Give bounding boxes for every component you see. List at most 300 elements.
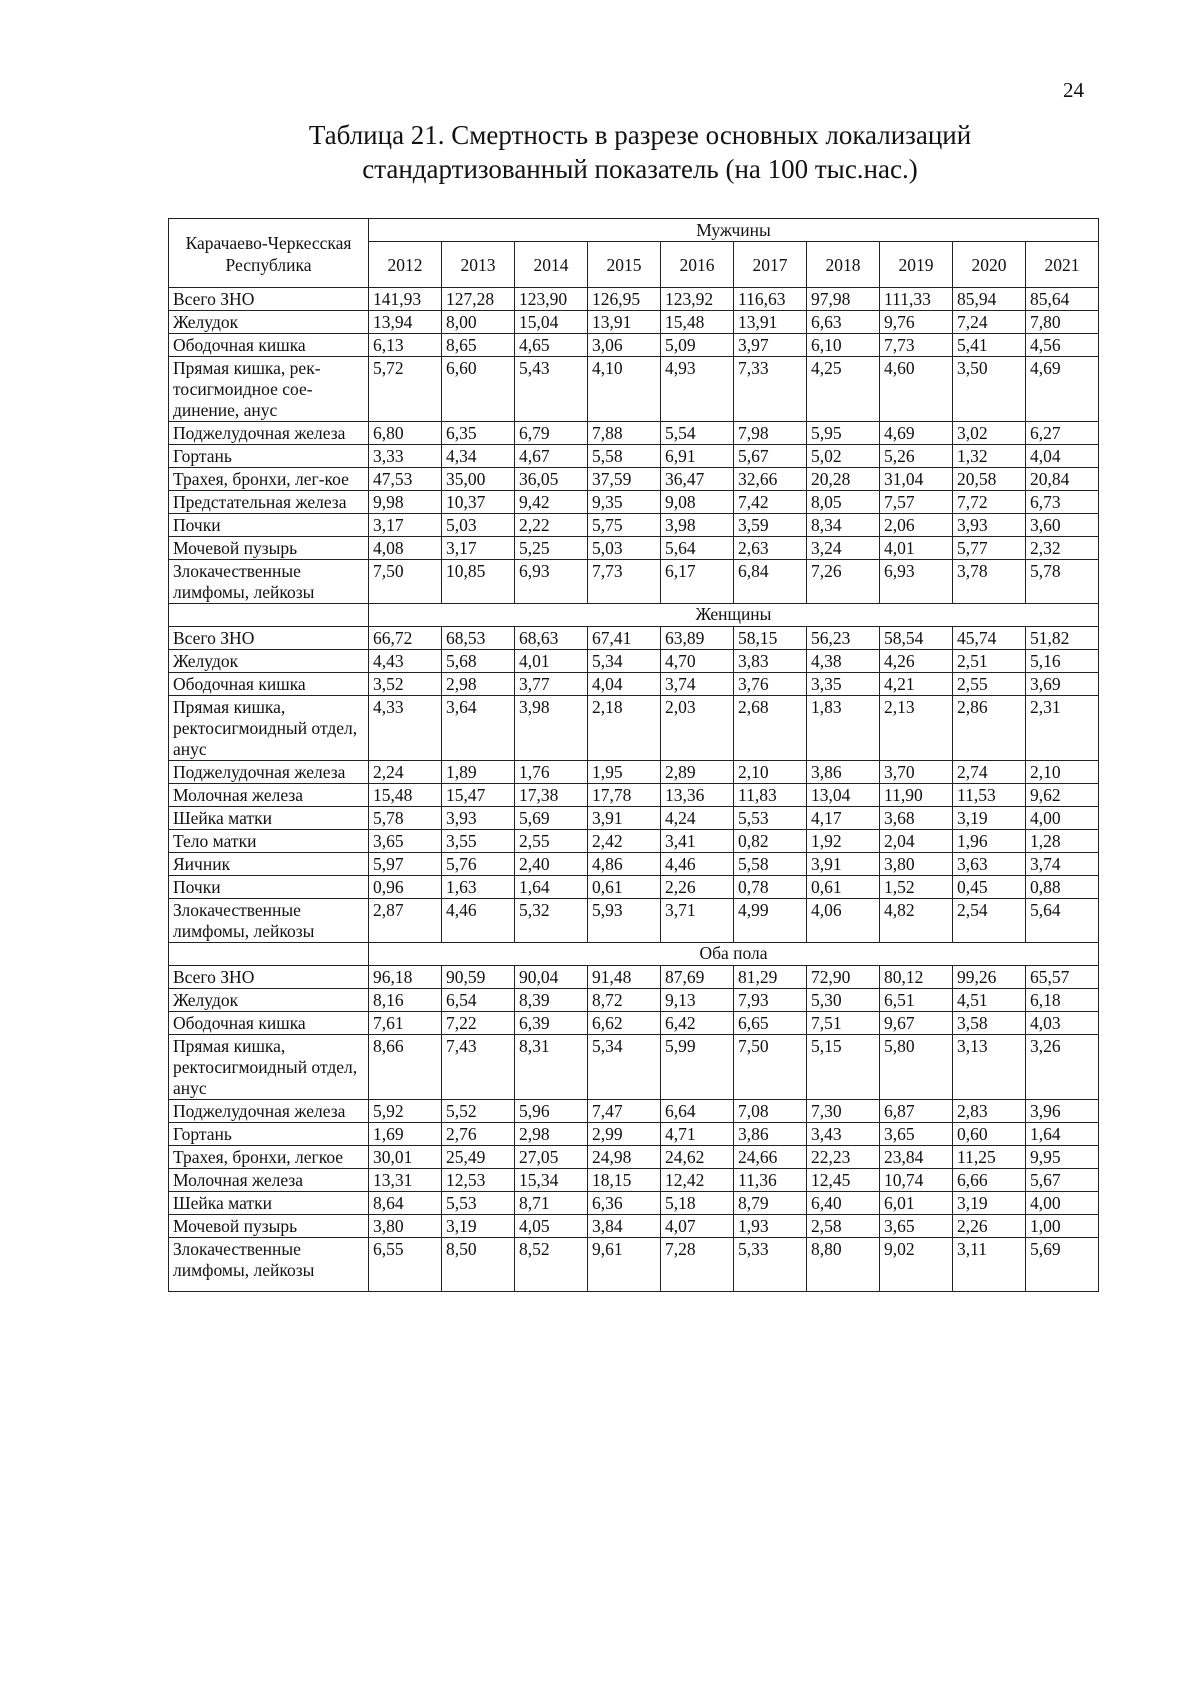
value-cell: 18,15	[588, 1169, 661, 1192]
row-label: Злокачественные лимфомы, лейкозы	[169, 899, 369, 943]
table-row	[169, 784, 1099, 807]
value-cell: 2,83	[953, 1100, 1026, 1123]
value-cell: 20,84	[1026, 468, 1099, 491]
row-label: Злокачественные лимфомы, лейкозы	[169, 560, 369, 604]
region-header: Карачаево-Черкесская Республика	[169, 219, 369, 288]
value-cell: 6,66	[953, 1169, 1026, 1192]
value-cell: 3,86	[807, 761, 880, 784]
value-cell: 5,15	[807, 1035, 880, 1100]
table-row	[169, 876, 1099, 899]
value-cell: 3,02	[953, 422, 1026, 445]
table-title	[0, 118, 1200, 186]
value-cell: 6,73	[1026, 491, 1099, 514]
value-cell: 1,63	[442, 876, 515, 899]
value-cell: 15,04	[515, 311, 588, 334]
value-cell: 3,69	[1026, 673, 1099, 696]
section-header-row	[169, 943, 1099, 966]
value-cell: 4,46	[442, 899, 515, 943]
value-cell: 47,53	[369, 468, 442, 491]
value-cell: 9,13	[661, 989, 734, 1012]
value-cell: 4,60	[880, 357, 953, 422]
value-cell: 5,30	[807, 989, 880, 1012]
value-cell: 6,60	[442, 357, 515, 422]
value-cell: 5,26	[880, 445, 953, 468]
value-cell: 5,43	[515, 357, 588, 422]
value-cell: 1,64	[1026, 1123, 1099, 1146]
row-label: Прямая кишка, ректосигмоидный отдел, анус	[169, 1035, 369, 1100]
value-cell: 2,26	[953, 1215, 1026, 1238]
row-label: Тело матки	[169, 830, 369, 853]
value-cell: 2,26	[661, 876, 734, 899]
row-label: Трахея, бронхи, лег-кое	[169, 468, 369, 491]
value-cell: 3,19	[953, 1192, 1026, 1215]
value-cell: 4,26	[880, 650, 953, 673]
value-cell: 13,91	[734, 311, 807, 334]
table-row	[169, 966, 1099, 989]
value-cell: 8,66	[369, 1035, 442, 1100]
value-cell: 4,04	[1026, 445, 1099, 468]
value-cell: 7,57	[880, 491, 953, 514]
value-cell: 6,93	[515, 560, 588, 604]
value-cell: 5,53	[734, 807, 807, 830]
value-cell: 7,42	[734, 491, 807, 514]
value-cell: 5,32	[515, 899, 588, 943]
value-cell: 2,58	[807, 1215, 880, 1238]
value-cell: 3,84	[588, 1215, 661, 1238]
value-cell: 8,39	[515, 989, 588, 1012]
value-cell: 58,15	[734, 627, 807, 650]
value-cell: 5,16	[1026, 650, 1099, 673]
value-cell: 20,28	[807, 468, 880, 491]
value-cell: 8,16	[369, 989, 442, 1012]
value-cell: 37,59	[588, 468, 661, 491]
table-row	[169, 1192, 1099, 1215]
value-cell: 6,84	[734, 560, 807, 604]
value-cell: 4,70	[661, 650, 734, 673]
value-cell: 0,82	[734, 830, 807, 853]
row-label: Яичник	[169, 853, 369, 876]
value-cell: 6,10	[807, 334, 880, 357]
value-cell: 9,02	[880, 1238, 953, 1292]
value-cell: 6,54	[442, 989, 515, 1012]
section-header-label: Женщины	[369, 604, 1099, 627]
value-cell: 30,01	[369, 1146, 442, 1169]
value-cell: 6,17	[661, 560, 734, 604]
value-cell: 2,18	[588, 696, 661, 761]
value-cell: 3,13	[953, 1035, 1026, 1100]
row-label: Желудок	[169, 311, 369, 334]
value-cell: 6,62	[588, 1012, 661, 1035]
value-cell: 7,73	[588, 560, 661, 604]
value-cell: 2,04	[880, 830, 953, 853]
value-cell: 3,83	[734, 650, 807, 673]
row-label: Поджелудочная железа	[169, 422, 369, 445]
value-cell: 5,99	[661, 1035, 734, 1100]
value-cell: 4,43	[369, 650, 442, 673]
value-cell: 3,93	[953, 514, 1026, 537]
year-header: 2012	[369, 242, 442, 288]
value-cell: 7,50	[734, 1035, 807, 1100]
value-cell: 1,95	[588, 761, 661, 784]
value-cell: 85,64	[1026, 288, 1099, 311]
section-header-empty-cell	[169, 943, 369, 966]
value-cell: 8,65	[442, 334, 515, 357]
value-cell: 8,00	[442, 311, 515, 334]
value-cell: 25,49	[442, 1146, 515, 1169]
value-cell: 5,54	[661, 422, 734, 445]
value-cell: 5,09	[661, 334, 734, 357]
value-cell: 15,48	[661, 311, 734, 334]
value-cell: 9,98	[369, 491, 442, 514]
value-cell: 4,99	[734, 899, 807, 943]
value-cell: 10,37	[442, 491, 515, 514]
value-cell: 4,69	[880, 422, 953, 445]
value-cell: 8,71	[515, 1192, 588, 1215]
table-row	[169, 514, 1099, 537]
value-cell: 5,76	[442, 853, 515, 876]
section-header-empty-cell	[169, 604, 369, 627]
table-row	[169, 560, 1099, 604]
value-cell: 3,11	[953, 1238, 1026, 1292]
value-cell: 3,80	[880, 853, 953, 876]
row-label: Ободочная кишка	[169, 673, 369, 696]
value-cell: 15,34	[515, 1169, 588, 1192]
value-cell: 127,28	[442, 288, 515, 311]
value-cell: 31,04	[880, 468, 953, 491]
value-cell: 4,86	[588, 853, 661, 876]
value-cell: 11,83	[734, 784, 807, 807]
table-title-line-1: Таблица 21. Смертность в разрезе основных локализаций	[308, 120, 972, 150]
value-cell: 123,92	[661, 288, 734, 311]
value-cell: 2,99	[588, 1123, 661, 1146]
value-cell: 2,31	[1026, 696, 1099, 761]
value-cell: 8,50	[442, 1238, 515, 1292]
value-cell: 1,52	[880, 876, 953, 899]
value-cell: 4,03	[1026, 1012, 1099, 1035]
table-row	[169, 445, 1099, 468]
value-cell: 9,62	[1026, 784, 1099, 807]
value-cell: 20,58	[953, 468, 1026, 491]
value-cell: 13,04	[807, 784, 880, 807]
value-cell: 141,93	[369, 288, 442, 311]
row-label: Прямая кишка, рек-тосигмоидное сое-динение, анус	[169, 357, 369, 422]
row-label: Всего ЗНО	[169, 288, 369, 311]
value-cell: 7,47	[588, 1100, 661, 1123]
value-cell: 45,74	[953, 627, 1026, 650]
value-cell: 4,00	[1026, 807, 1099, 830]
value-cell: 3,91	[588, 807, 661, 830]
value-cell: 6,36	[588, 1192, 661, 1215]
value-cell: 7,30	[807, 1100, 880, 1123]
value-cell: 10,74	[880, 1169, 953, 1192]
year-header: 2018	[807, 242, 880, 288]
value-cell: 1,93	[734, 1215, 807, 1238]
value-cell: 3,33	[369, 445, 442, 468]
value-cell: 4,17	[807, 807, 880, 830]
value-cell: 4,93	[661, 357, 734, 422]
value-cell: 9,35	[588, 491, 661, 514]
value-cell: 12,45	[807, 1169, 880, 1192]
table-row	[169, 1035, 1099, 1100]
value-cell: 5,33	[734, 1238, 807, 1292]
value-cell: 11,25	[953, 1146, 1026, 1169]
page-number: 24	[1063, 78, 1084, 102]
table-row	[169, 807, 1099, 830]
value-cell: 9,61	[588, 1238, 661, 1292]
value-cell: 7,26	[807, 560, 880, 604]
year-header: 2019	[880, 242, 953, 288]
value-cell: 3,58	[953, 1012, 1026, 1035]
value-cell: 2,74	[953, 761, 1026, 784]
value-cell: 6,51	[880, 989, 953, 1012]
value-cell: 13,36	[661, 784, 734, 807]
value-cell: 4,24	[661, 807, 734, 830]
value-cell: 2,10	[734, 761, 807, 784]
table-row	[169, 288, 1099, 311]
table-body	[169, 288, 1099, 1292]
value-cell: 0,88	[1026, 876, 1099, 899]
table-row	[169, 491, 1099, 514]
row-label: Гортань	[169, 1123, 369, 1146]
row-label: Желудок	[169, 650, 369, 673]
row-label: Злокачественные лимфомы, лейкозы	[169, 1238, 369, 1292]
value-cell: 2,51	[953, 650, 1026, 673]
table-row	[169, 334, 1099, 357]
value-cell: 5,25	[515, 537, 588, 560]
row-label: Шейка матки	[169, 807, 369, 830]
value-cell: 2,98	[515, 1123, 588, 1146]
value-cell: 4,82	[880, 899, 953, 943]
value-cell: 7,50	[369, 560, 442, 604]
value-cell: 7,93	[734, 989, 807, 1012]
value-cell: 5,69	[1026, 1238, 1099, 1292]
value-cell: 126,95	[588, 288, 661, 311]
value-cell: 7,24	[953, 311, 1026, 334]
value-cell: 1,96	[953, 830, 1026, 853]
table-row	[169, 899, 1099, 943]
value-cell: 7,28	[661, 1238, 734, 1292]
value-cell: 9,67	[880, 1012, 953, 1035]
value-cell: 8,64	[369, 1192, 442, 1215]
value-cell: 4,71	[661, 1123, 734, 1146]
value-cell: 17,38	[515, 784, 588, 807]
value-cell: 8,79	[734, 1192, 807, 1215]
value-cell: 3,52	[369, 673, 442, 696]
value-cell: 4,10	[588, 357, 661, 422]
value-cell: 15,48	[369, 784, 442, 807]
table-row	[169, 357, 1099, 422]
value-cell: 5,34	[588, 650, 661, 673]
value-cell: 3,77	[515, 673, 588, 696]
value-cell: 0,61	[807, 876, 880, 899]
value-cell: 96,18	[369, 966, 442, 989]
table-row	[169, 1100, 1099, 1123]
value-cell: 6,18	[1026, 989, 1099, 1012]
value-cell: 99,26	[953, 966, 1026, 989]
value-cell: 0,61	[588, 876, 661, 899]
value-cell: 5,93	[588, 899, 661, 943]
value-cell: 3,76	[734, 673, 807, 696]
value-cell: 6,39	[515, 1012, 588, 1035]
value-cell: 7,08	[734, 1100, 807, 1123]
value-cell: 5,77	[953, 537, 1026, 560]
value-cell: 0,96	[369, 876, 442, 899]
value-cell: 0,45	[953, 876, 1026, 899]
table-row	[169, 673, 1099, 696]
value-cell: 13,91	[588, 311, 661, 334]
value-cell: 5,64	[1026, 899, 1099, 943]
value-cell: 7,22	[442, 1012, 515, 1035]
row-label: Молочная железа	[169, 784, 369, 807]
value-cell: 2,24	[369, 761, 442, 784]
row-label: Трахея, бронхи, легкое	[169, 1146, 369, 1169]
value-cell: 2,03	[661, 696, 734, 761]
value-cell: 8,05	[807, 491, 880, 514]
value-cell: 4,00	[1026, 1192, 1099, 1215]
value-cell: 5,95	[807, 422, 880, 445]
value-cell: 1,69	[369, 1123, 442, 1146]
value-cell: 6,79	[515, 422, 588, 445]
value-cell: 87,69	[661, 966, 734, 989]
value-cell: 11,36	[734, 1169, 807, 1192]
value-cell: 11,90	[880, 784, 953, 807]
value-cell: 97,98	[807, 288, 880, 311]
value-cell: 12,42	[661, 1169, 734, 1192]
value-cell: 0,60	[953, 1123, 1026, 1146]
value-cell: 2,54	[953, 899, 1026, 943]
value-cell: 1,00	[1026, 1215, 1099, 1238]
value-cell: 58,54	[880, 627, 953, 650]
row-label: Почки	[169, 514, 369, 537]
value-cell: 66,72	[369, 627, 442, 650]
value-cell: 2,89	[661, 761, 734, 784]
value-cell: 24,98	[588, 1146, 661, 1169]
value-cell: 91,48	[588, 966, 661, 989]
value-cell: 4,51	[953, 989, 1026, 1012]
value-cell: 3,65	[369, 830, 442, 853]
value-cell: 1,92	[807, 830, 880, 853]
value-cell: 36,47	[661, 468, 734, 491]
value-cell: 6,27	[1026, 422, 1099, 445]
value-cell: 3,78	[953, 560, 1026, 604]
row-label: Мочевой пузырь	[169, 537, 369, 560]
value-cell: 3,35	[807, 673, 880, 696]
value-cell: 3,41	[661, 830, 734, 853]
value-cell: 7,88	[588, 422, 661, 445]
value-cell: 4,46	[661, 853, 734, 876]
value-cell: 1,89	[442, 761, 515, 784]
value-cell: 2,55	[515, 830, 588, 853]
value-cell: 90,04	[515, 966, 588, 989]
value-cell: 5,34	[588, 1035, 661, 1100]
value-cell: 2,10	[1026, 761, 1099, 784]
value-cell: 65,57	[1026, 966, 1099, 989]
value-cell: 3,50	[953, 357, 1026, 422]
year-header: 2021	[1026, 242, 1099, 288]
value-cell: 7,43	[442, 1035, 515, 1100]
table-row	[169, 1238, 1099, 1292]
value-cell: 13,31	[369, 1169, 442, 1192]
table-row	[169, 468, 1099, 491]
value-cell: 27,05	[515, 1146, 588, 1169]
value-cell: 8,34	[807, 514, 880, 537]
value-cell: 24,62	[661, 1146, 734, 1169]
year-header: 2020	[953, 242, 1026, 288]
value-cell: 85,94	[953, 288, 1026, 311]
table-row	[169, 1123, 1099, 1146]
value-cell: 3,96	[1026, 1100, 1099, 1123]
value-cell: 5,68	[442, 650, 515, 673]
row-label: Гортань	[169, 445, 369, 468]
value-cell: 10,85	[442, 560, 515, 604]
value-cell: 3,65	[880, 1123, 953, 1146]
value-cell: 11,53	[953, 784, 1026, 807]
value-cell: 4,07	[661, 1215, 734, 1238]
value-cell: 2,32	[1026, 537, 1099, 560]
value-cell: 2,22	[515, 514, 588, 537]
value-cell: 3,26	[1026, 1035, 1099, 1100]
row-label: Прямая кишка, ректосигмоидный отдел, анус	[169, 696, 369, 761]
header-row-group	[169, 219, 1099, 242]
value-cell: 6,42	[661, 1012, 734, 1035]
value-cell: 4,67	[515, 445, 588, 468]
value-cell: 12,53	[442, 1169, 515, 1192]
value-cell: 8,52	[515, 1238, 588, 1292]
row-label: Шейка матки	[169, 1192, 369, 1215]
table-row	[169, 1169, 1099, 1192]
value-cell: 7,72	[953, 491, 1026, 514]
value-cell: 4,21	[880, 673, 953, 696]
group-header-men: Мужчины	[369, 219, 1099, 242]
section-header-row	[169, 604, 1099, 627]
value-cell: 3,64	[442, 696, 515, 761]
value-cell: 7,33	[734, 357, 807, 422]
value-cell: 3,19	[953, 807, 1026, 830]
value-cell: 2,55	[953, 673, 1026, 696]
value-cell: 5,03	[442, 514, 515, 537]
value-cell: 3,17	[369, 514, 442, 537]
value-cell: 5,67	[1026, 1169, 1099, 1192]
row-label: Всего ЗНО	[169, 966, 369, 989]
value-cell: 3,43	[807, 1123, 880, 1146]
value-cell: 2,40	[515, 853, 588, 876]
value-cell: 8,80	[807, 1238, 880, 1292]
table-row	[169, 830, 1099, 853]
value-cell: 81,29	[734, 966, 807, 989]
table-row	[169, 537, 1099, 560]
value-cell: 68,63	[515, 627, 588, 650]
value-cell: 1,76	[515, 761, 588, 784]
value-cell: 123,90	[515, 288, 588, 311]
value-cell: 116,63	[734, 288, 807, 311]
value-cell: 2,76	[442, 1123, 515, 1146]
value-cell: 2,86	[953, 696, 1026, 761]
value-cell: 3,91	[807, 853, 880, 876]
year-header: 2016	[661, 242, 734, 288]
value-cell: 90,59	[442, 966, 515, 989]
value-cell: 3,60	[1026, 514, 1099, 537]
value-cell: 5,58	[734, 853, 807, 876]
table-row	[169, 1012, 1099, 1035]
value-cell: 3,74	[661, 673, 734, 696]
value-cell: 3,63	[953, 853, 1026, 876]
value-cell: 7,51	[807, 1012, 880, 1035]
year-header: 2013	[442, 242, 515, 288]
value-cell: 5,52	[442, 1100, 515, 1123]
row-label: Предстательная железа	[169, 491, 369, 514]
value-cell: 56,23	[807, 627, 880, 650]
value-cell: 6,55	[369, 1238, 442, 1292]
